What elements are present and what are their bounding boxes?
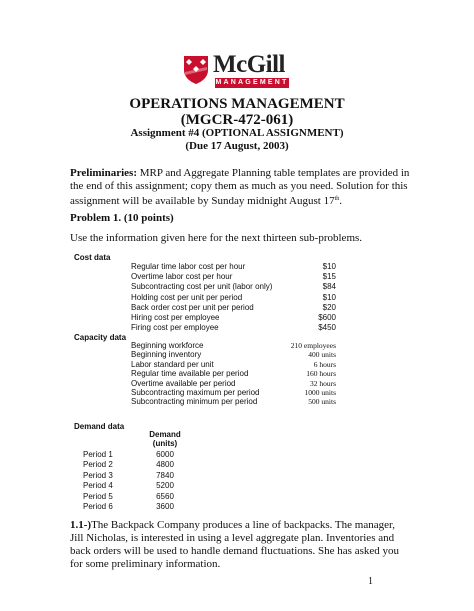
row-value: $15 [322, 272, 336, 282]
demand-value: 5200 [156, 481, 174, 491]
row-value: $10 [322, 292, 336, 302]
row-label: Overtime available per period [131, 378, 236, 388]
subproblem-text: The Backpack Company produces a line of backpacks. The manager, Jill Nicholas, is interested in using a level aggregate plan. Inventories and back orders will be used to handle demand fluctuations. She has asked you for some preliminary information. [70, 519, 400, 570]
table-row [0, 282, 474, 292]
table-row [0, 303, 474, 313]
demand-row [0, 492, 474, 502]
demand-value: 7840 [156, 470, 174, 480]
problem-heading: Problem 1. (10 points) [70, 212, 174, 224]
course-code: (MGCR-472-061) [180, 112, 294, 128]
row-label: Regular time labor cost per hour [131, 262, 246, 271]
logo-subtitle: MANAGEMENT [215, 79, 289, 86]
demand-value: 3600 [156, 502, 174, 511]
preliminaries-end: . [339, 195, 343, 207]
logo-name: McGill [213, 51, 285, 78]
preliminaries-paragraph [70, 167, 410, 208]
period-label: Period 2 [83, 460, 113, 470]
demand-data-label: Demand data [74, 422, 125, 431]
preliminaries-sup: th [334, 196, 340, 202]
row-value: $450 [318, 323, 336, 333]
due-date: (Due 17 August, 2003) [185, 140, 289, 152]
period-label: Period 6 [83, 502, 113, 511]
mcgill-logo [183, 51, 293, 87]
row-label: Labor standard per unit [131, 359, 214, 369]
table-row [0, 262, 474, 272]
demand-row [0, 502, 474, 512]
demand-value: 4800 [156, 460, 174, 470]
table-row [0, 397, 474, 407]
row-value: $84 [322, 282, 336, 292]
row-label: Subcontracting minimum per period [131, 397, 258, 407]
capacity-data-label: Capacity data [74, 333, 127, 342]
demand-value: 6560 [156, 491, 174, 501]
demand-row [0, 481, 474, 491]
row-label: Back order cost per unit per period [131, 302, 254, 312]
table-row [0, 313, 474, 323]
problem-instruction: Use the information given here for the next thirteen sub-problems. [70, 232, 363, 244]
demand-header: Demand [149, 430, 181, 439]
preliminaries-text: MRP and Aggregate Planning table templates are provided in the end of this assignment; copy them as much as you need. Solution for this assignment will be available by Sunday midnight August 17 [70, 167, 410, 207]
row-value: 32 hours [309, 378, 336, 388]
row-label: Subcontracting cost per unit (labor only) [131, 282, 273, 292]
subproblem-label: 1.1-) [70, 519, 92, 531]
row-label: Regular time available per period [131, 369, 249, 379]
course-title: OPERATIONS MANAGEMENT [129, 96, 345, 112]
mcgill-shield-icon [183, 55, 209, 85]
demand-value: 6000 [156, 450, 174, 459]
preliminaries-label: Preliminaries: [70, 167, 137, 179]
assignment-title: Assignment #4 (OPTIONAL ASSIGNMENT) [130, 127, 344, 139]
subproblem-paragraph [70, 519, 410, 571]
table-row [0, 323, 474, 333]
period-label: Period 4 [83, 481, 113, 491]
row-label: Firing cost per employee [131, 323, 219, 333]
row-value: $600 [318, 313, 336, 322]
row-value: 160 hours [306, 369, 336, 379]
row-label: Holding cost per unit per period [131, 292, 243, 302]
row-label: Beginning workforce [131, 341, 204, 350]
row-label: Beginning inventory [131, 350, 202, 360]
page-number: 1 [368, 576, 373, 587]
row-value: $10 [322, 262, 336, 271]
row-value: 6 hours [313, 359, 336, 369]
table-row [0, 272, 474, 282]
row-label: Overtime labor cost per hour [131, 272, 233, 282]
table-row [0, 293, 474, 303]
row-value: 400 units [308, 350, 336, 360]
demand-row [0, 450, 474, 460]
row-label: Hiring cost per employee [131, 313, 220, 322]
period-label: Period 1 [83, 450, 113, 459]
row-value: 500 units [308, 397, 336, 407]
period-label: Period 3 [83, 470, 113, 480]
demand-row [0, 460, 474, 470]
period-label: Period 5 [83, 491, 113, 501]
cost-data-label: Cost data [74, 253, 111, 262]
row-value: $20 [322, 302, 336, 312]
row-label: Subcontracting maximum per period [131, 388, 260, 397]
demand-units-header: (units) [152, 439, 178, 448]
row-value: 210 employees [290, 341, 336, 350]
row-value: 1000 units [304, 388, 336, 397]
demand-row [0, 471, 474, 481]
